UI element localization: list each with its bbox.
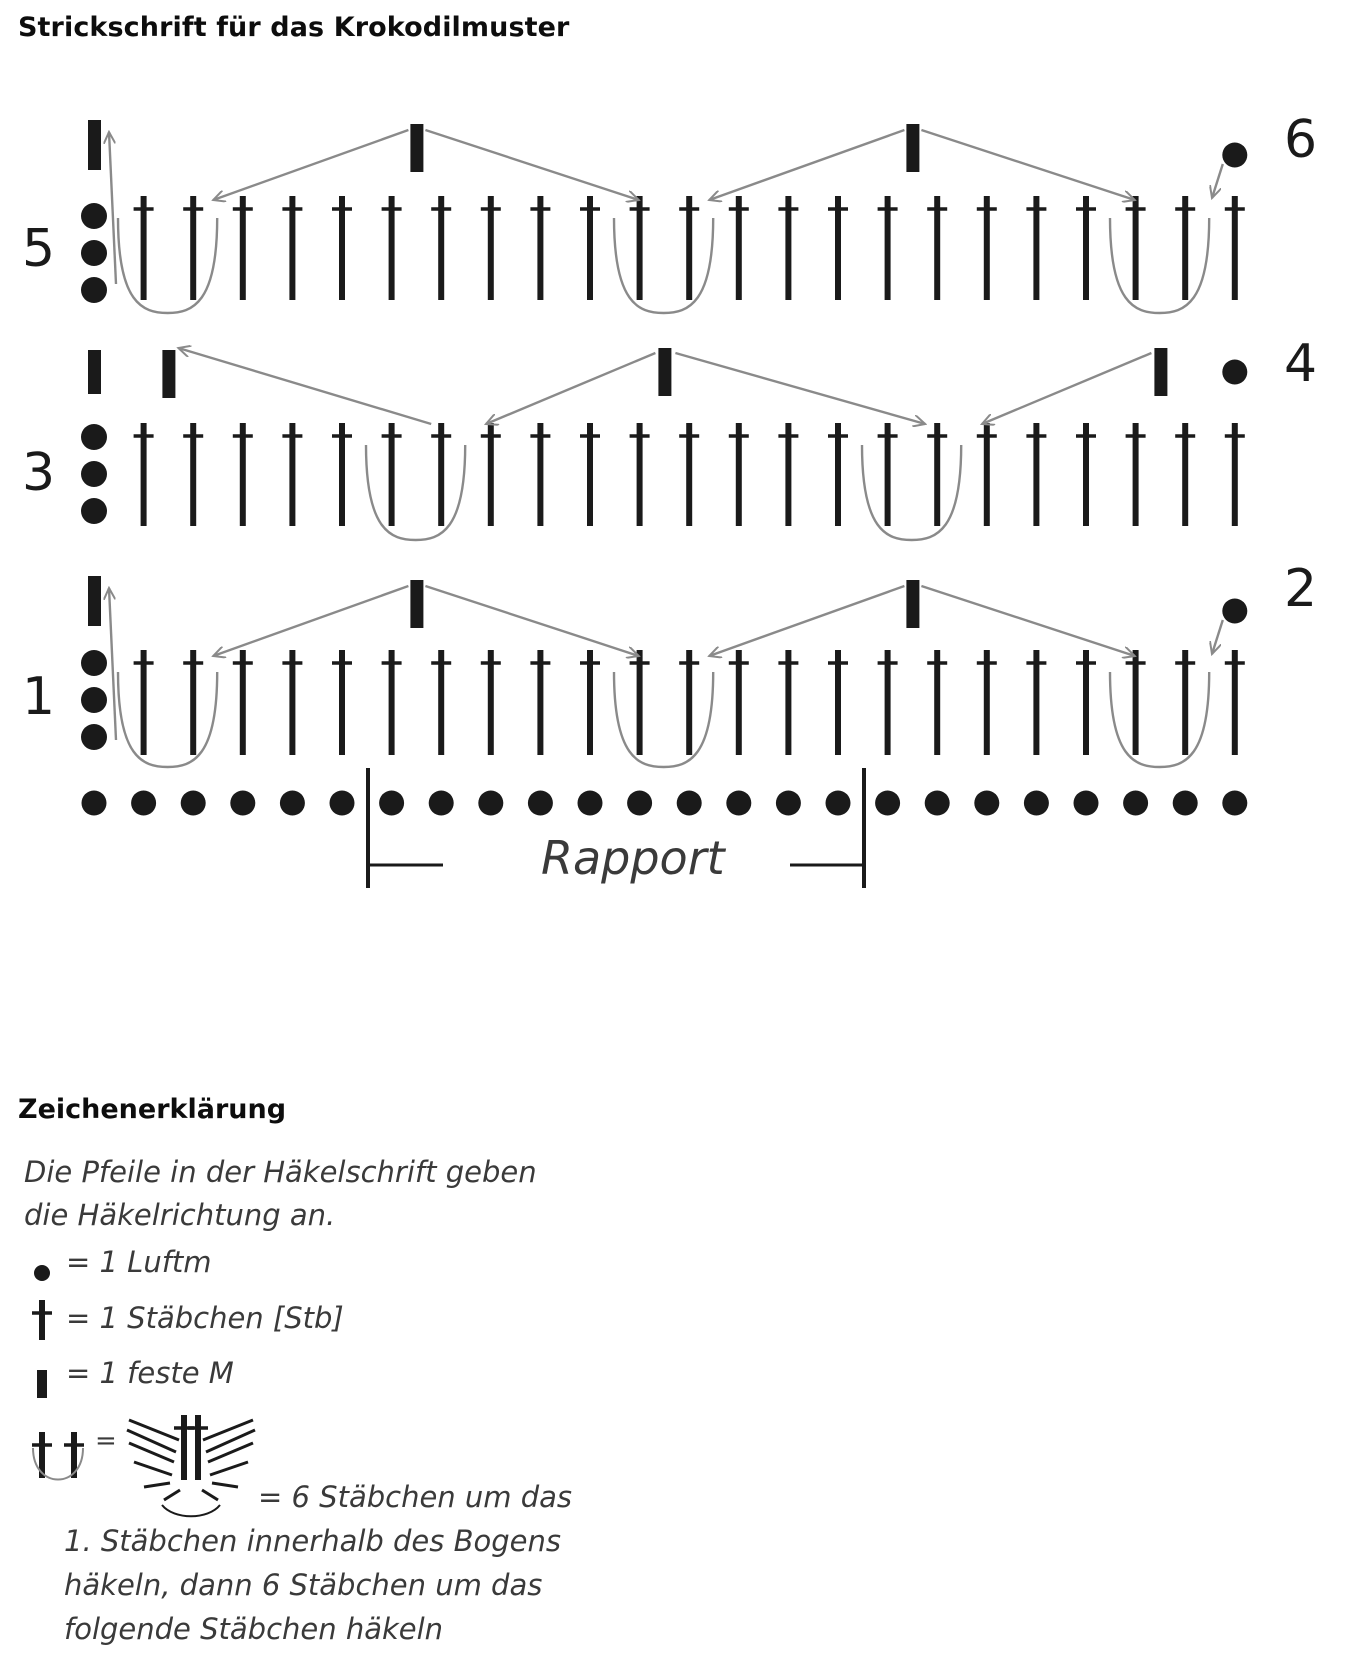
direction-arrow xyxy=(213,586,408,656)
double-crochet xyxy=(778,650,798,755)
double-crochet xyxy=(183,423,203,526)
legend-chain-icon xyxy=(34,1265,50,1281)
double-crochet xyxy=(878,423,898,526)
legend-shell-line-3: häkeln, dann 6 Stäbchen um das xyxy=(64,1568,543,1602)
double-crochet xyxy=(183,650,203,755)
repeat-label: Rapport xyxy=(541,831,725,885)
chain-stitch xyxy=(1222,360,1247,385)
double-crochet xyxy=(977,650,997,755)
turning-chain xyxy=(81,203,107,229)
foundation-chain xyxy=(181,791,206,816)
turning-chain xyxy=(81,650,107,676)
double-crochet xyxy=(1076,423,1096,526)
legend-intro-line-1: Die Pfeile in der Häkelschrift geben xyxy=(24,1155,537,1189)
double-crochet xyxy=(332,650,352,755)
foundation-chain xyxy=(1123,791,1148,816)
foundation-chain xyxy=(429,791,454,816)
foundation-chain xyxy=(478,791,503,816)
direction-arrow xyxy=(921,586,1134,656)
double-crochet xyxy=(481,196,501,300)
legend-equals: = xyxy=(95,1426,117,1456)
legend-heading: Zeichenerklärung xyxy=(18,1094,287,1125)
foundation-chain xyxy=(280,791,305,816)
single-crochet xyxy=(88,576,101,626)
row-label-6: 6 xyxy=(1284,110,1318,170)
shell-arc xyxy=(614,672,713,767)
turning-chain xyxy=(81,277,107,303)
double-crochet xyxy=(1175,196,1195,300)
legend-fan-stitch xyxy=(144,1483,170,1487)
foundation-chain xyxy=(875,791,900,816)
single-crochet xyxy=(410,580,423,628)
double-crochet xyxy=(729,650,749,755)
double-crochet xyxy=(282,196,302,300)
double-crochet xyxy=(679,423,699,526)
direction-arrow xyxy=(213,130,408,200)
legend-fan-stitch xyxy=(203,1420,253,1440)
foundation-chain xyxy=(925,791,950,816)
double-crochet xyxy=(977,196,997,300)
double-crochet xyxy=(1175,423,1195,526)
direction-arrow xyxy=(1212,620,1223,654)
legend-fan-stitch xyxy=(174,1415,194,1480)
turning-chain xyxy=(81,687,107,713)
foundation-chain xyxy=(528,791,553,816)
legend-shell-line-2: 1. Stäbchen innerhalb des Bogens xyxy=(64,1524,561,1558)
foundation-chain xyxy=(1074,791,1099,816)
double-crochet xyxy=(580,196,600,300)
double-crochet xyxy=(530,650,550,755)
direction-arrow xyxy=(982,353,1151,424)
legend-fan-stitch xyxy=(210,1462,248,1475)
legend-fan-stitch xyxy=(134,1462,172,1475)
legend-dc-icon xyxy=(64,1432,84,1478)
double-crochet xyxy=(927,196,947,300)
double-crochet xyxy=(778,196,798,300)
foundation-chain xyxy=(677,791,702,816)
direction-arrow xyxy=(109,588,116,740)
legend-intro xyxy=(24,1151,537,1237)
double-crochet xyxy=(580,423,600,526)
direction-arrow xyxy=(109,132,116,284)
turning-chain xyxy=(81,498,107,524)
row-label-4: 4 xyxy=(1284,334,1318,394)
foundation-chain xyxy=(82,791,107,816)
double-crochet xyxy=(332,196,352,300)
legend-fan-stitch xyxy=(129,1443,174,1462)
foundation-chain xyxy=(974,791,999,816)
double-crochet xyxy=(679,196,699,300)
direction-arrow xyxy=(709,130,904,200)
single-crochet xyxy=(162,350,175,398)
shell-arc xyxy=(862,445,961,540)
single-crochet xyxy=(906,124,919,172)
double-crochet xyxy=(134,650,154,755)
double-crochet xyxy=(1026,423,1046,526)
shell-arc xyxy=(614,218,713,313)
repeat-marker xyxy=(368,768,864,888)
double-crochet xyxy=(332,423,352,526)
double-crochet xyxy=(977,423,997,526)
double-crochet xyxy=(679,650,699,755)
foundation-chain xyxy=(826,791,851,816)
double-crochet xyxy=(1126,196,1146,300)
foundation-chain xyxy=(330,791,355,816)
direction-arrow xyxy=(425,130,638,200)
page-title: Strickschrift für das Krokodilmuster xyxy=(18,12,570,43)
legend-sc-icon xyxy=(37,1370,47,1398)
direction-arrow xyxy=(1212,164,1223,198)
legend-dc-icon xyxy=(32,1432,52,1478)
double-crochet xyxy=(828,423,848,526)
legend-fan-stitch xyxy=(127,1430,176,1452)
double-crochet xyxy=(630,196,650,300)
double-crochet xyxy=(134,423,154,526)
shell-arc xyxy=(366,445,465,540)
double-crochet xyxy=(1126,650,1146,755)
single-crochet xyxy=(88,120,101,170)
double-crochet xyxy=(729,423,749,526)
foundation-chain xyxy=(131,791,156,816)
double-crochet xyxy=(382,196,402,300)
legend-fan-stitch xyxy=(208,1443,253,1462)
double-crochet xyxy=(1026,650,1046,755)
legend-sc-text: = 1 feste M xyxy=(66,1356,234,1390)
double-crochet xyxy=(233,423,253,526)
double-crochet xyxy=(1225,650,1245,755)
double-crochet xyxy=(530,423,550,526)
single-crochet xyxy=(1154,348,1167,396)
double-crochet xyxy=(1175,650,1195,755)
chain-stitch xyxy=(1222,599,1247,624)
foundation-chain xyxy=(1024,791,1049,816)
double-crochet xyxy=(481,423,501,526)
turning-chain xyxy=(81,240,107,266)
shell-arc xyxy=(118,218,217,313)
turning-chain xyxy=(81,724,107,750)
double-crochet xyxy=(134,196,154,300)
double-crochet xyxy=(1225,423,1245,526)
chain-stitch xyxy=(1222,143,1247,168)
double-crochet xyxy=(1225,196,1245,300)
legend-intro-line-2: die Häkelrichtung an. xyxy=(24,1198,336,1232)
foundation-chain xyxy=(578,791,603,816)
direction-arrow xyxy=(425,586,638,656)
double-crochet xyxy=(878,650,898,755)
double-crochet xyxy=(382,650,402,755)
double-crochet xyxy=(1026,196,1046,300)
chart-marks xyxy=(81,120,1247,816)
single-crochet xyxy=(658,348,671,396)
single-crochet xyxy=(88,350,101,394)
double-crochet xyxy=(282,423,302,526)
legend-dc-text: = 1 Stäbchen [Stb] xyxy=(66,1301,344,1335)
double-crochet xyxy=(183,196,203,300)
legend-fan-stitch xyxy=(206,1430,255,1452)
double-crochet xyxy=(233,650,253,755)
row-label-1: 1 xyxy=(22,667,56,727)
direction-arrow xyxy=(675,353,925,424)
double-crochet xyxy=(828,650,848,755)
double-crochet xyxy=(530,196,550,300)
legend-fan-arc xyxy=(162,1505,220,1516)
double-crochet xyxy=(1126,423,1146,526)
legend-dc-icon xyxy=(32,1300,52,1340)
foundation-chain xyxy=(230,791,255,816)
double-crochet xyxy=(233,196,253,300)
double-crochet xyxy=(1076,650,1096,755)
legend-fan-stitch xyxy=(188,1415,208,1480)
double-crochet xyxy=(431,196,451,300)
shell-arc xyxy=(1110,672,1209,767)
single-crochet xyxy=(410,124,423,172)
foundation-chain xyxy=(776,791,801,816)
legend-fan-stitch xyxy=(129,1420,179,1440)
turning-chain xyxy=(81,461,107,487)
direction-arrow xyxy=(709,586,904,656)
double-crochet xyxy=(878,196,898,300)
double-crochet xyxy=(778,423,798,526)
double-crochet xyxy=(927,423,947,526)
double-crochet xyxy=(828,196,848,300)
shell-arc xyxy=(118,672,217,767)
row-label-2: 2 xyxy=(1284,559,1318,619)
double-crochet xyxy=(431,423,451,526)
row-label-3: 3 xyxy=(22,443,56,503)
foundation-chain xyxy=(1222,791,1247,816)
foundation-chain xyxy=(1173,791,1198,816)
double-crochet xyxy=(431,650,451,755)
direction-arrow xyxy=(921,130,1134,200)
legend-shell-line-1: = 6 Stäbchen um das xyxy=(258,1480,573,1514)
row-label-5: 5 xyxy=(22,219,56,279)
legend-fan-stitch xyxy=(212,1483,238,1487)
double-crochet xyxy=(630,650,650,755)
shell-arc xyxy=(1110,218,1209,313)
legend-shell-line-4: folgende Stäbchen häkeln xyxy=(64,1612,444,1646)
direction-arrow xyxy=(178,348,431,424)
direction-arrow xyxy=(486,353,655,424)
foundation-chain xyxy=(726,791,751,816)
turning-chain xyxy=(81,424,107,450)
double-crochet xyxy=(580,650,600,755)
legend-fan-stitch xyxy=(202,1490,218,1500)
double-crochet xyxy=(382,423,402,526)
double-crochet xyxy=(630,423,650,526)
double-crochet xyxy=(282,650,302,755)
single-crochet xyxy=(906,580,919,628)
double-crochet xyxy=(1076,196,1096,300)
foundation-chain xyxy=(627,791,652,816)
row-labels xyxy=(22,110,1317,727)
double-crochet xyxy=(481,650,501,755)
foundation-chain xyxy=(379,791,404,816)
legend-fan-stitch xyxy=(164,1490,180,1500)
double-crochet xyxy=(927,650,947,755)
double-crochet xyxy=(729,196,749,300)
legend-chain-text: = 1 Luftm xyxy=(66,1245,212,1279)
